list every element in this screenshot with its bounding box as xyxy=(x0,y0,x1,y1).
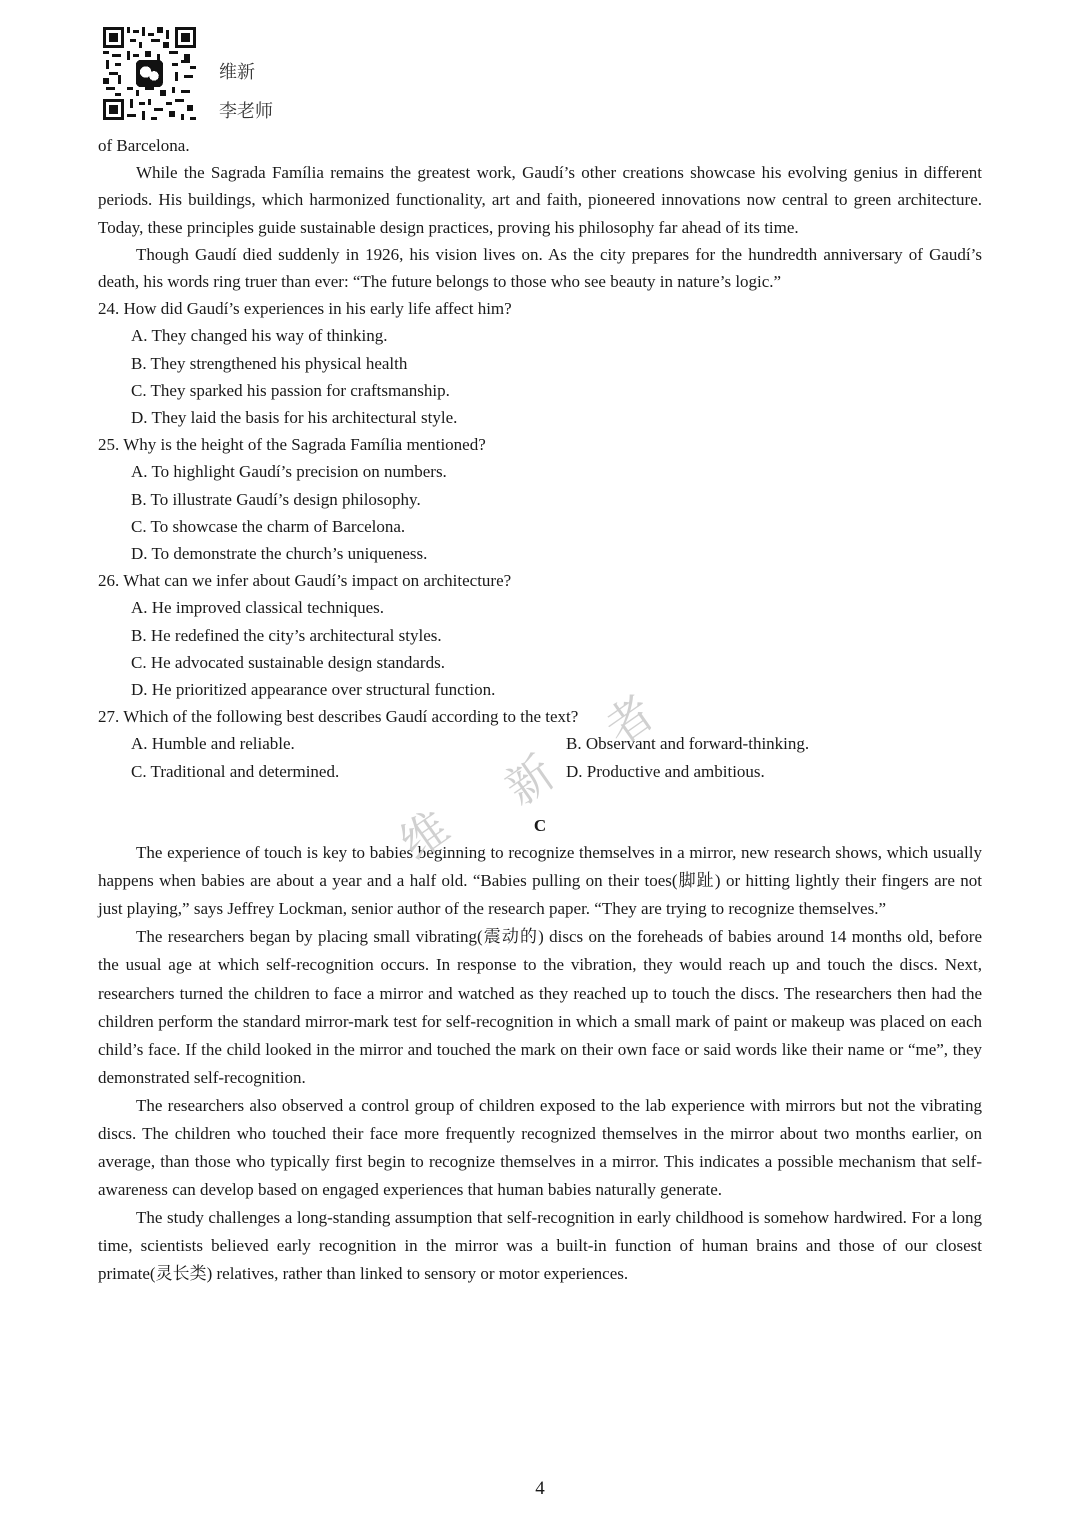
watermark-char: 新 xyxy=(495,745,565,816)
question-25-option-c: C. To showcase the charm of Barcelona. xyxy=(131,516,406,536)
question-24-option-c: C. They sparked his passion for craftsmanship. xyxy=(131,380,450,400)
qr-label-line2: 李老师 xyxy=(219,101,273,121)
question-27-option-a: A. Humble and reliable. xyxy=(131,734,295,754)
passage-fragment: of Barcelona. xyxy=(98,136,190,155)
question-27-options-row1 xyxy=(131,730,982,757)
question-25-stem: 25. Why is the height of the Sagrada Família mentioned? xyxy=(98,435,486,455)
question-24-option-d: D. They laid the basis for his architectural style. xyxy=(131,408,458,428)
question-27-option-c: C. Traditional and determined. xyxy=(131,761,340,781)
question-27-option-b: B. Observant and forward-thinking. xyxy=(566,734,810,754)
question-24-option-b: B. They strengthened his physical health xyxy=(131,353,408,373)
section-heading-c: C xyxy=(533,815,547,835)
watermark-char: 者 xyxy=(595,685,665,756)
qr-code-icon xyxy=(103,27,196,120)
question-26-option-c: C. He advocated sustainable design standards. xyxy=(131,652,445,672)
question-27-option-d: D. Productive and ambitious. xyxy=(566,761,765,781)
question-26-option-b: B. He redefined the city’s architectural styles. xyxy=(131,625,442,645)
watermark-char: 维 xyxy=(390,800,460,871)
question-25-option-d: D. To demonstrate the church’s uniqueness. xyxy=(131,544,428,564)
question-26-stem: 26. What can we infer about Gaudí’s impact on architecture? xyxy=(98,571,512,591)
passage-b-paragraph: While the Sagrada Família remains the greatest work, Gaudí’s other creations showcase his evolving genius in different periods. His buildings, which harmonized functionality, art and faith, pioneered innovations now central to green architecture. Today, these principles guide sustainable design practices, proving his philosophy far ahead of its time. xyxy=(98,163,982,237)
passage-c-paragraph: The researchers began by placing small vibrating(震动的) discs on the foreheads of babies around 14 months old, before the usual age at which self-recognition occurs. In response to the vibration, they would reach up and touch the discs. Next, researchers turned the children to face a mirror and watched as they reached up to touch the discs. The researchers then had the children perform the standard mirror-mark test for self-recognition in which a small mark of paint or makeup was placed on each child’s face. If the child looked in the mirror and touched the mark on their own face or said words like their name or “me”, they demonstrated self-recognition. xyxy=(98,927,982,1087)
page-content xyxy=(98,132,982,1289)
question-27-stem: 27. Which of the following best describes Gaudí according to the text? xyxy=(98,707,579,727)
passage-c-paragraph: The study challenges a long-standing assumption that self-recognition in early childhood is somehow hardwired. For a long time, scientists believed early recognition in the mirror was a built-in function of human brains and those of our closest primate(灵长类) relatives, rather than linked to sensory or motor experiences. xyxy=(98,1208,982,1284)
question-25-option-b: B. To illustrate Gaudí’s design philosophy. xyxy=(131,489,421,509)
question-24-stem: 24. How did Gaudí’s experiences in his early life affect him? xyxy=(98,299,512,319)
passage-c-paragraph: The experience of touch is key to babies beginning to recognize themselves in a mirror, new research shows, which usually happens when babies are about a year and a half old. “Babies pulling on their toes(脚趾) or hitting lightly their fingers are not just playing,” says Jeffrey Lockman, senior author of the research paper. “They are trying to recognize themselves.” xyxy=(98,843,982,919)
question-24-option-a: A. They changed his way of thinking. xyxy=(131,326,388,346)
passage-c-paragraph: The researchers also observed a control group of children exposed to the lab experience with mirrors but not the vibrating discs. The children who touched their face more frequently recognized themselves in the mirror about two months earlier, on average, than those who typically first begin to recognize themselves in a mirror. This indicates a possible mechanism that self-awareness can develop based on engaged experiences that human babies naturally generate. xyxy=(98,1095,982,1200)
question-26-option-a: A. He improved classical techniques. xyxy=(131,598,385,618)
qr-label-line1: 维新 xyxy=(219,62,255,82)
page-number: 4 xyxy=(535,1478,545,1499)
question-25-option-a: A. To highlight Gaudí’s precision on numbers. xyxy=(131,462,447,482)
passage-b-paragraph: Though Gaudí died suddenly in 1926, his vision lives on. As the city prepares for the hundredth anniversary of Gaudí’s death, his words ring truer than ever: “The future belongs to those who see beauty in nature’s logic.” xyxy=(98,244,982,292)
question-26-option-d: D. He prioritized appearance over structural function. xyxy=(131,680,496,700)
